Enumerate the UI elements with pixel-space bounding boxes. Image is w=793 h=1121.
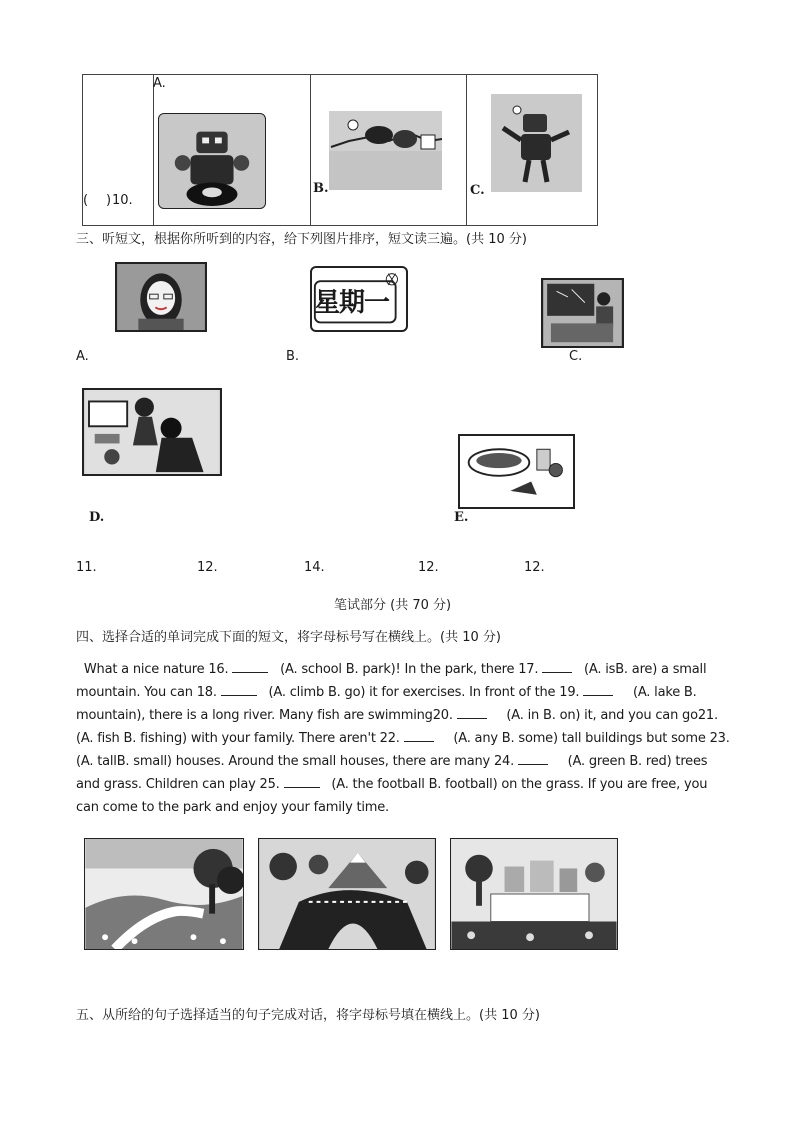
town-picture	[450, 838, 618, 950]
answer-number: 12.	[197, 560, 218, 575]
playing-children-picture	[82, 388, 222, 476]
q10-bracket-close: )	[106, 193, 112, 208]
section-3-label-a: A.	[76, 349, 89, 364]
answer-blank-18[interactable]	[221, 683, 257, 696]
answer-number: 12.	[418, 560, 439, 575]
classroom-picture	[541, 278, 624, 348]
table-divider	[153, 75, 154, 225]
answer-blank-19[interactable]	[583, 683, 613, 696]
written-part-title: 笔试部分 (共 70 分)	[334, 598, 452, 613]
table-divider	[466, 75, 467, 225]
section-5-heading: 五、从所给的句子选择适当的句子完成对话，将字母标号填在横线上。(共 10 分)	[76, 1008, 540, 1023]
section-3-label-d: D.	[89, 510, 105, 525]
answer-blank-20[interactable]	[457, 706, 487, 719]
food-picture	[458, 434, 575, 509]
q10-option-c-label: C.	[470, 183, 485, 198]
passage-line: and grass. Children can play 25. (A. the football B. football) on the grass. If you are free, you	[76, 777, 708, 792]
passage-line: can come to the park and enjoy your family time.	[76, 800, 389, 815]
answer-blank-25[interactable]	[284, 775, 320, 788]
park-landscape-picture	[84, 838, 244, 950]
section-4-heading: 四、选择合适的单词完成下面的短文，将字母标号写在横线上。(共 10 分)	[76, 630, 501, 645]
q10-bracket-open: (	[83, 193, 89, 208]
answer-blank-24[interactable]	[518, 752, 548, 765]
answer-number: 11.	[76, 560, 97, 575]
section-3-label-b: B.	[286, 349, 300, 364]
passage-line: (A. fish B. fishing) with your family. There aren't 22. (A. any B. some) tall buildings but some 23.	[76, 731, 730, 746]
monday-sign-text: 星期一	[314, 288, 390, 318]
answer-number: 14.	[304, 560, 325, 575]
q10-option-a-label: A.	[153, 76, 166, 91]
robot-picture-c	[491, 94, 582, 192]
q10-option-b-label: B.	[313, 181, 329, 196]
section-3-label-c: C.	[569, 349, 583, 364]
answer-number: 12.	[524, 560, 545, 575]
passage-line: mountain. You can 18. (A. climb B. go) it for exercises. In front of the 19. (A. lake B.	[76, 685, 697, 700]
passage-line: What a nice nature 16. (A. school B. park)! In the park, there 17. (A. isB. are) a small	[83, 662, 707, 677]
answer-blank-22[interactable]	[404, 729, 434, 742]
robot-picture-a	[158, 113, 266, 209]
answer-blank-17[interactable]	[542, 660, 572, 673]
robot-picture-b	[329, 111, 442, 190]
section-3-heading: 三、听短文，根据你所听到的内容，给下列图片排序，短文读三遍。(共 10 分)	[76, 232, 527, 247]
answer-blank-16[interactable]	[232, 660, 268, 673]
cloze-passage	[76, 658, 730, 819]
girl-portrait-picture	[115, 262, 207, 332]
passage-line: (A. tallB. small) houses. Around the small houses, there are many 24. (A. green B. red) trees	[76, 754, 708, 769]
bridge-mountain-picture	[258, 838, 436, 950]
passage-line: mountain), there is a long river. Many fish are swimming20. (A. in B. on) it, and you can go21.	[76, 708, 718, 723]
q10-number: 10.	[112, 193, 133, 208]
table-divider	[310, 75, 311, 225]
section-3-label-e: E.	[454, 510, 469, 525]
